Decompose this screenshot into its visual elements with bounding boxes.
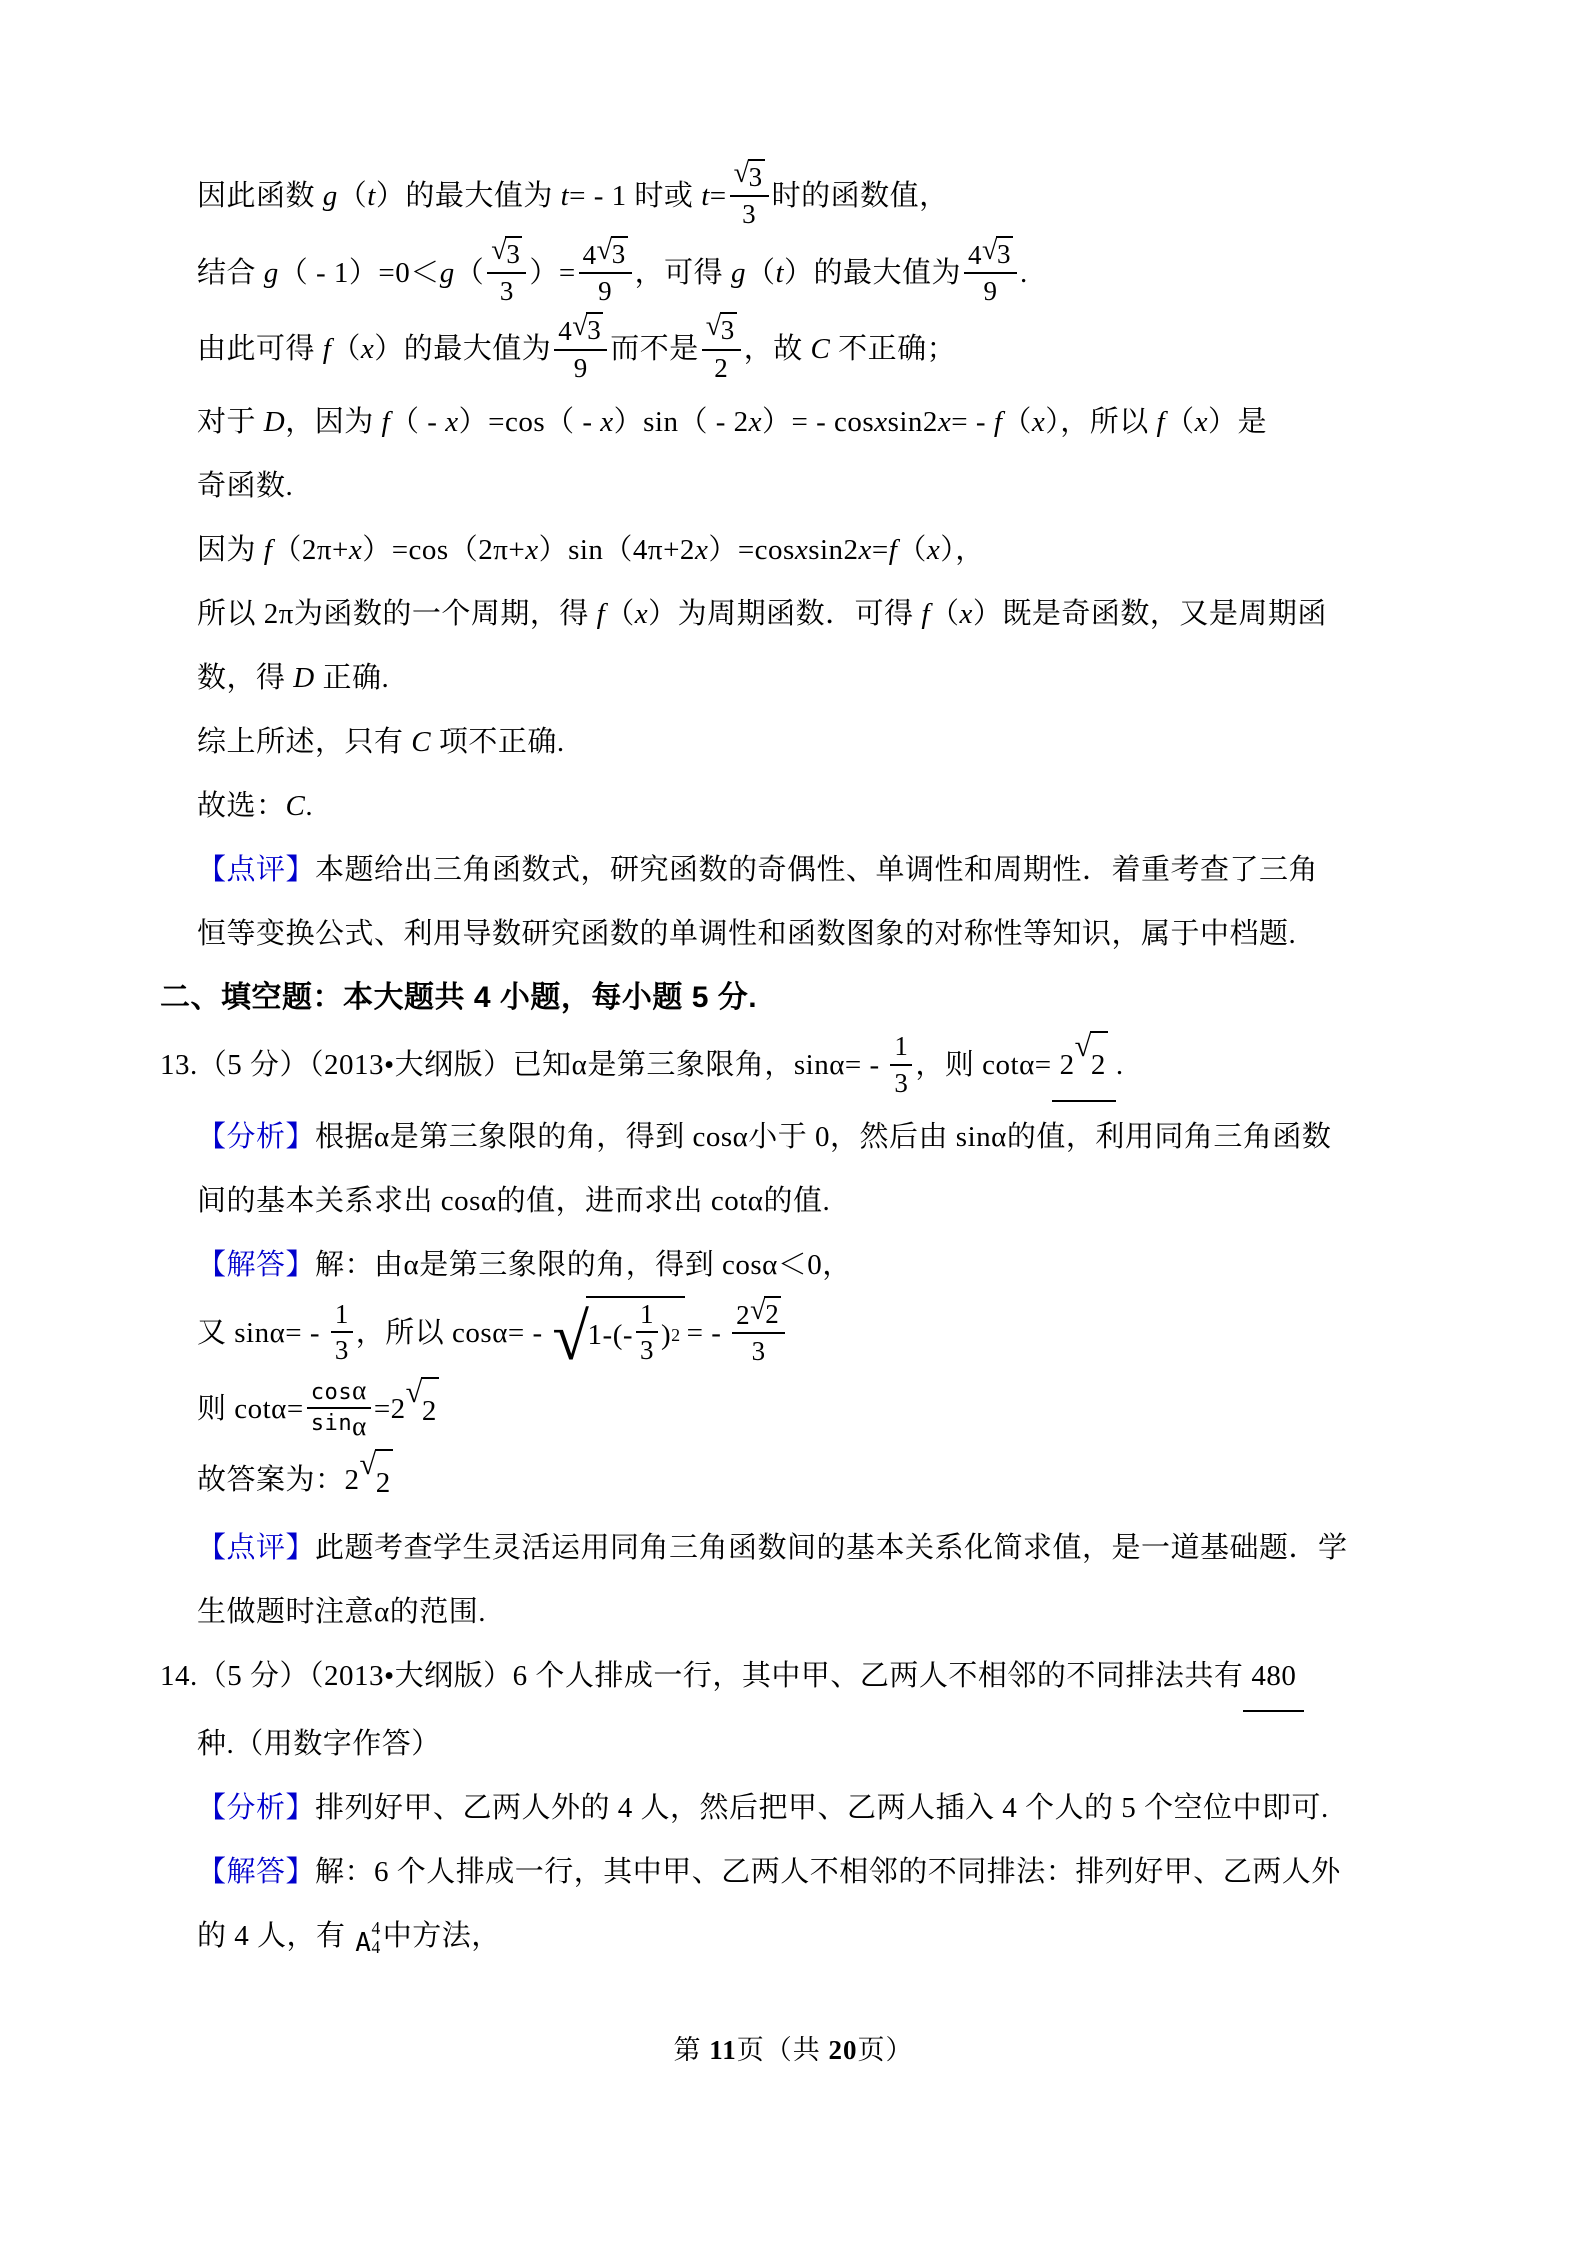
radical-glyph: √ bbox=[491, 234, 508, 266]
doc-line bbox=[160, 1374, 1437, 1449]
function-name: sin bbox=[310, 1409, 353, 1436]
text-run: = - bbox=[686, 1316, 730, 1349]
permutation-symbol bbox=[355, 1906, 380, 1970]
text-run: 此题考查学生灵活运用同角三角函数间的基本关系化简求值，是一道基础题．学 bbox=[315, 1531, 1348, 1564]
italic-var: x bbox=[1194, 406, 1208, 439]
radical-glyph: √ bbox=[359, 1446, 377, 1481]
text-run: （ - 1）=0＜ bbox=[278, 256, 440, 289]
answer-blank bbox=[1052, 1029, 1116, 1102]
text-run: 本题给出三角函数式，研究函数的奇偶性、单调性和周期性．着重考查了三角 bbox=[315, 854, 1319, 887]
text-run: 13.（5 分）（2013•大纲版）已知α是第三象限角，sinα= - bbox=[160, 1049, 888, 1082]
text-run: 由此可得 bbox=[197, 333, 323, 366]
radicand bbox=[1090, 1031, 1108, 1097]
document-body bbox=[160, 160, 1437, 1970]
fraction-numerator bbox=[732, 1294, 785, 1334]
text-run: 3 bbox=[751, 1336, 766, 1367]
text-run: 4 bbox=[968, 239, 983, 270]
text-run: 2 bbox=[421, 1394, 437, 1427]
text-run: 综上所述，只有 bbox=[197, 726, 412, 759]
fraction-denominator bbox=[636, 1333, 658, 1366]
radicand bbox=[421, 1377, 439, 1443]
text-run: （ bbox=[745, 256, 776, 289]
permutation-sup: 4 bbox=[371, 1917, 381, 1938]
text-run: 480 bbox=[1251, 1659, 1297, 1692]
text-run: ）的最大值为 bbox=[374, 333, 552, 366]
text-run: 3 bbox=[587, 315, 602, 346]
text-run: 3 bbox=[720, 315, 735, 346]
text-run: ，则 cotα= bbox=[915, 1049, 1052, 1082]
italic-var: D bbox=[293, 662, 315, 695]
doc-line bbox=[160, 774, 1437, 838]
italic-var: C bbox=[285, 790, 306, 823]
permutation-indices bbox=[371, 1919, 380, 1957]
text-run: 页） bbox=[857, 2035, 914, 2065]
fraction bbox=[307, 1371, 371, 1446]
fraction-denominator bbox=[964, 274, 1017, 307]
text-run: 则 cotα= bbox=[197, 1392, 304, 1425]
text-run: ）sin（ - 2 bbox=[613, 406, 749, 439]
italic-var: C bbox=[810, 333, 831, 366]
text-run: 生做题时注意α的范围. bbox=[197, 1595, 486, 1628]
text-run: . bbox=[1115, 1049, 1124, 1082]
doc-line bbox=[160, 646, 1437, 710]
text-run: （ bbox=[454, 256, 485, 289]
fraction bbox=[964, 234, 1017, 311]
text-run: 二、填空题：本大题共 4 小题，每小题 5 分. bbox=[160, 981, 758, 1015]
text-run: 3 bbox=[742, 199, 757, 230]
section-label: 【点评】 bbox=[197, 1531, 316, 1564]
text-run: 故选： bbox=[197, 790, 286, 823]
section-label: 【点评】 bbox=[197, 854, 316, 887]
text-run: 不正确； bbox=[830, 333, 957, 366]
italic-var: x bbox=[525, 534, 539, 567]
bold-text: 20 bbox=[828, 2035, 858, 2065]
text-run: ，故 bbox=[743, 333, 811, 366]
square-root bbox=[597, 236, 628, 270]
radical-glyph: √ bbox=[733, 158, 750, 189]
doc-line bbox=[160, 838, 1437, 902]
text-run: 根据α是第三象限的角，得到 cosα小于 0，然后由 sinα的值，利用同角三角函数 bbox=[315, 1120, 1332, 1153]
italic-var: x bbox=[694, 534, 709, 567]
doc-line bbox=[160, 1233, 1437, 1297]
function-name: cos bbox=[310, 1379, 353, 1406]
radicand bbox=[375, 1449, 393, 1515]
italic-var: f bbox=[888, 534, 898, 567]
text-run: ）= bbox=[529, 256, 576, 289]
text-run: = - 1 时或 bbox=[569, 180, 702, 213]
fraction-numerator bbox=[702, 313, 741, 350]
fraction-denominator bbox=[702, 351, 741, 384]
text-run: 3 bbox=[894, 1067, 909, 1098]
text-run: sin2 bbox=[887, 406, 938, 439]
radical-glyph: √ bbox=[572, 311, 589, 343]
text-run: ）= - cos bbox=[762, 406, 875, 439]
fraction bbox=[732, 1294, 785, 1371]
doc-line bbox=[160, 710, 1437, 774]
text-run: 9 bbox=[598, 276, 613, 307]
text-run: （ - bbox=[390, 406, 446, 439]
page-footer bbox=[0, 2028, 1587, 2067]
fraction-numerator bbox=[730, 160, 769, 197]
square-root bbox=[1075, 1031, 1108, 1097]
text-run: （ bbox=[1165, 406, 1195, 439]
text-run: ）sin（4π+2 bbox=[538, 534, 695, 567]
fraction-denominator bbox=[579, 274, 632, 307]
square-root bbox=[572, 312, 603, 346]
italic-var: x bbox=[937, 406, 952, 439]
italic-var: x bbox=[748, 406, 763, 439]
text-run: 2 bbox=[375, 1466, 391, 1499]
section-label: 【解答】 bbox=[197, 1855, 316, 1888]
fraction bbox=[331, 1295, 353, 1370]
section-label: 【分析】 bbox=[197, 1791, 316, 1824]
text-run: 2 bbox=[714, 352, 729, 383]
fraction-denominator bbox=[890, 1066, 912, 1099]
text-run: 故答案为：2 bbox=[197, 1464, 360, 1497]
text-run: 1 bbox=[894, 1031, 909, 1062]
text-run: 3 bbox=[506, 238, 521, 269]
text-run: ）是 bbox=[1207, 406, 1267, 439]
text-run: 3 bbox=[640, 1335, 654, 1366]
fraction bbox=[554, 310, 607, 387]
text-run: 4 bbox=[558, 316, 573, 347]
doc-line bbox=[160, 1516, 1437, 1580]
text-run: 奇函数. bbox=[197, 470, 294, 503]
fraction bbox=[730, 157, 769, 234]
text-run: 正确. bbox=[314, 662, 390, 695]
radicand bbox=[764, 1296, 781, 1330]
text-run: α bbox=[352, 1374, 367, 1405]
doc-line bbox=[160, 1904, 1437, 1970]
doc-line bbox=[160, 1448, 1437, 1515]
text-run: 解：由α是第三象限的角，得到 cosα＜0， bbox=[315, 1248, 852, 1281]
radical-glyph: √ bbox=[552, 1300, 590, 1374]
text-run: ）=cos bbox=[708, 534, 795, 567]
text-run: 中方法， bbox=[382, 1919, 501, 1952]
text-run: 3 bbox=[997, 238, 1012, 269]
square-root bbox=[405, 1374, 439, 1443]
italic-var: x bbox=[959, 598, 973, 631]
doc-line bbox=[160, 454, 1437, 518]
fraction-numerator bbox=[554, 313, 607, 350]
italic-var: C bbox=[411, 726, 432, 759]
text-run: 2 bbox=[765, 1298, 780, 1329]
fraction bbox=[636, 1295, 658, 1370]
italic-var: x bbox=[600, 406, 614, 439]
square-root bbox=[552, 1296, 684, 1373]
text-run: 2 bbox=[1059, 1049, 1075, 1082]
text-run: 1 bbox=[334, 1298, 349, 1329]
text-run: 第 bbox=[673, 2035, 710, 2065]
text-run: sin2 bbox=[808, 534, 859, 567]
fraction-denominator bbox=[730, 197, 769, 230]
radicand: 1-(- $\frac{1}{3}$ ) 2 bbox=[586, 1296, 685, 1373]
text-run: 数，得 bbox=[197, 662, 294, 695]
text-run: 因此函数 bbox=[197, 180, 323, 213]
text-run: ) bbox=[661, 1319, 672, 1352]
italic-var: x bbox=[348, 534, 363, 567]
doc-line bbox=[160, 1580, 1437, 1644]
text-run: ，所以 cosα= - bbox=[355, 1316, 551, 1349]
doc-line bbox=[160, 1030, 1437, 1105]
fraction-numerator bbox=[636, 1298, 658, 1333]
text-run: 恒等变换公式、利用导数研究函数的单调性和函数图象的对称性等知识，属于中档题. bbox=[197, 918, 1297, 951]
text-run: α bbox=[352, 1410, 367, 1441]
text-run: 3 bbox=[499, 276, 514, 307]
text-run: 2 bbox=[1090, 1049, 1106, 1082]
section-label: 【解答】 bbox=[197, 1248, 316, 1281]
square-root bbox=[706, 312, 737, 346]
italic-var: x bbox=[874, 406, 888, 439]
italic-var: g bbox=[263, 256, 279, 289]
text-run: 间的基本关系求出 cosα的值，进而求出 cotα的值. bbox=[197, 1184, 831, 1217]
fraction-denominator bbox=[487, 274, 526, 307]
text-run: 又 sinα= - bbox=[197, 1316, 328, 1349]
text-run: 时的函数值， bbox=[771, 180, 949, 213]
italic-var: D bbox=[263, 406, 286, 439]
doc-line bbox=[160, 1644, 1437, 1712]
doc-line bbox=[160, 1294, 1437, 1374]
radicand bbox=[720, 312, 737, 346]
text-run: ）=cos（ - bbox=[458, 406, 601, 439]
fraction bbox=[890, 1027, 912, 1102]
doc-line bbox=[160, 582, 1437, 646]
fraction-numerator bbox=[331, 1298, 353, 1333]
doc-line bbox=[160, 160, 1437, 237]
radicand bbox=[505, 236, 522, 270]
doc-line bbox=[160, 518, 1437, 582]
doc-line bbox=[160, 313, 1437, 390]
text-run: ）的最大值为 bbox=[784, 256, 962, 289]
text-run: 14.（5 分）（2013•大纲版）6 个人排成一行，其中甲、乙两人不相邻的不同排法共有 bbox=[160, 1659, 1244, 1692]
text-run: 页（共 bbox=[736, 2035, 829, 2065]
fraction-denominator bbox=[554, 351, 607, 384]
fraction-numerator bbox=[307, 1374, 371, 1409]
italic-var: g bbox=[439, 256, 455, 289]
italic-var: x bbox=[926, 534, 941, 567]
text-run: ）=cos（2π+ bbox=[362, 534, 526, 567]
italic-var: x bbox=[794, 534, 809, 567]
italic-var: f bbox=[993, 406, 1003, 439]
text-run: ，因为 bbox=[285, 406, 382, 439]
fraction bbox=[487, 234, 526, 311]
doc-line bbox=[160, 1840, 1437, 1904]
fraction-denominator bbox=[307, 1409, 371, 1442]
italic-var: t bbox=[367, 180, 376, 213]
text-run: ）的最大值为 bbox=[375, 180, 561, 213]
square-root bbox=[734, 159, 765, 193]
text-run: （ bbox=[331, 333, 361, 366]
italic-var: t bbox=[775, 256, 785, 289]
text-run: 3 bbox=[611, 238, 626, 269]
radical-glyph: √ bbox=[982, 234, 999, 266]
text-run: =2 bbox=[373, 1392, 406, 1425]
text-run: . bbox=[305, 790, 314, 823]
italic-var: g bbox=[730, 256, 746, 289]
italic-var: x bbox=[634, 598, 649, 631]
text-run: = bbox=[709, 180, 727, 213]
fraction-denominator bbox=[732, 1334, 785, 1367]
fraction-numerator bbox=[964, 234, 1017, 274]
square-root bbox=[750, 1296, 781, 1330]
text-run: 对于 bbox=[197, 406, 264, 439]
italic-var: x bbox=[360, 333, 375, 366]
doc-line bbox=[160, 966, 1437, 1030]
text-run: 1 bbox=[640, 1298, 654, 1329]
doc-line bbox=[160, 902, 1437, 966]
text-run: （ bbox=[1002, 406, 1032, 439]
doc-line bbox=[160, 1169, 1437, 1233]
text-run: = - bbox=[951, 406, 994, 439]
radicand bbox=[748, 159, 765, 193]
square-root bbox=[359, 1446, 393, 1515]
fraction-numerator bbox=[890, 1030, 912, 1065]
italic-var: f bbox=[1156, 406, 1166, 439]
answer-blank bbox=[1243, 1644, 1304, 1712]
text-run: （ bbox=[897, 534, 927, 567]
radical-glyph: √ bbox=[750, 1294, 767, 1326]
italic-var: f bbox=[596, 598, 606, 631]
text-run: 3 bbox=[334, 1335, 349, 1366]
radicand bbox=[996, 236, 1013, 270]
section-label: 【分析】 bbox=[197, 1120, 316, 1153]
text-run: 1-(- bbox=[587, 1319, 634, 1352]
doc-line bbox=[160, 1712, 1437, 1776]
text-run: （ bbox=[929, 598, 960, 631]
text-run: ）为周期函数．可得 bbox=[648, 598, 922, 631]
text-run: 解：6 个人排成一行，其中甲、乙两人不相邻的不同排法：排列好甲、乙两人外 bbox=[315, 1855, 1341, 1888]
text-run: 9 bbox=[573, 352, 588, 383]
fraction-numerator bbox=[487, 234, 526, 274]
square-root bbox=[491, 236, 522, 270]
italic-var: f bbox=[921, 598, 930, 631]
text-run: （ bbox=[337, 180, 368, 213]
fraction-numerator bbox=[579, 234, 632, 274]
italic-var: f bbox=[381, 406, 391, 439]
italic-var: g bbox=[322, 180, 338, 213]
text-run: （2π+ bbox=[272, 534, 349, 567]
italic-var: f bbox=[322, 333, 332, 366]
radicand bbox=[586, 312, 603, 346]
italic-var: x bbox=[1031, 406, 1046, 439]
text-run: 4 bbox=[582, 239, 597, 270]
doc-line bbox=[160, 1776, 1437, 1840]
square-root bbox=[982, 236, 1013, 270]
doc-line bbox=[160, 1105, 1437, 1169]
text-run: ）， bbox=[940, 534, 985, 567]
text-run: 而不是 bbox=[610, 333, 699, 366]
text-run: 排列好甲、乙两人外的 4 人，然后把甲、乙两人插入 4 个人的 5 个空位中即可. bbox=[315, 1791, 1329, 1824]
text-run: 所以 2π为函数的一个周期，得 bbox=[197, 598, 597, 631]
permutation-sub: 4 bbox=[371, 1937, 381, 1957]
text-run: 因为 bbox=[197, 534, 264, 567]
radical-glyph: √ bbox=[596, 234, 613, 266]
fraction bbox=[579, 234, 632, 311]
doc-line bbox=[160, 234, 1437, 314]
radicand bbox=[611, 236, 628, 270]
italic-var: t bbox=[560, 180, 570, 213]
text-run: ）既是奇函数，又是周期函 bbox=[972, 598, 1327, 631]
text-run: = bbox=[871, 534, 889, 567]
text-run: （ bbox=[605, 598, 635, 631]
text-run: . bbox=[1020, 256, 1028, 289]
text-run: 9 bbox=[983, 276, 998, 307]
doc-line bbox=[160, 390, 1437, 454]
italic-var: x bbox=[445, 406, 459, 439]
fraction-denominator bbox=[331, 1333, 353, 1366]
permutation-base: A bbox=[355, 1928, 372, 1958]
text-run: ，可得 bbox=[634, 256, 731, 289]
text-run: 的 4 人，有 bbox=[197, 1919, 354, 1952]
italic-var: x bbox=[858, 534, 872, 567]
text-run: 种.（用数字作答） bbox=[197, 1727, 441, 1760]
italic-var: t bbox=[701, 180, 710, 213]
radical-glyph: √ bbox=[1074, 1029, 1092, 1064]
fraction bbox=[702, 310, 741, 387]
text-run: 结合 bbox=[197, 256, 264, 289]
italic-var: f bbox=[263, 534, 273, 567]
text-run: 3 bbox=[748, 162, 763, 192]
bold-text: 11 bbox=[709, 2035, 737, 2065]
radical-glyph: √ bbox=[405, 1374, 423, 1409]
text-run: 2 bbox=[736, 1299, 751, 1330]
radical-glyph: √ bbox=[705, 311, 722, 343]
text-run: 项不正确. bbox=[431, 726, 565, 759]
text-run: ），所以 bbox=[1045, 406, 1157, 439]
